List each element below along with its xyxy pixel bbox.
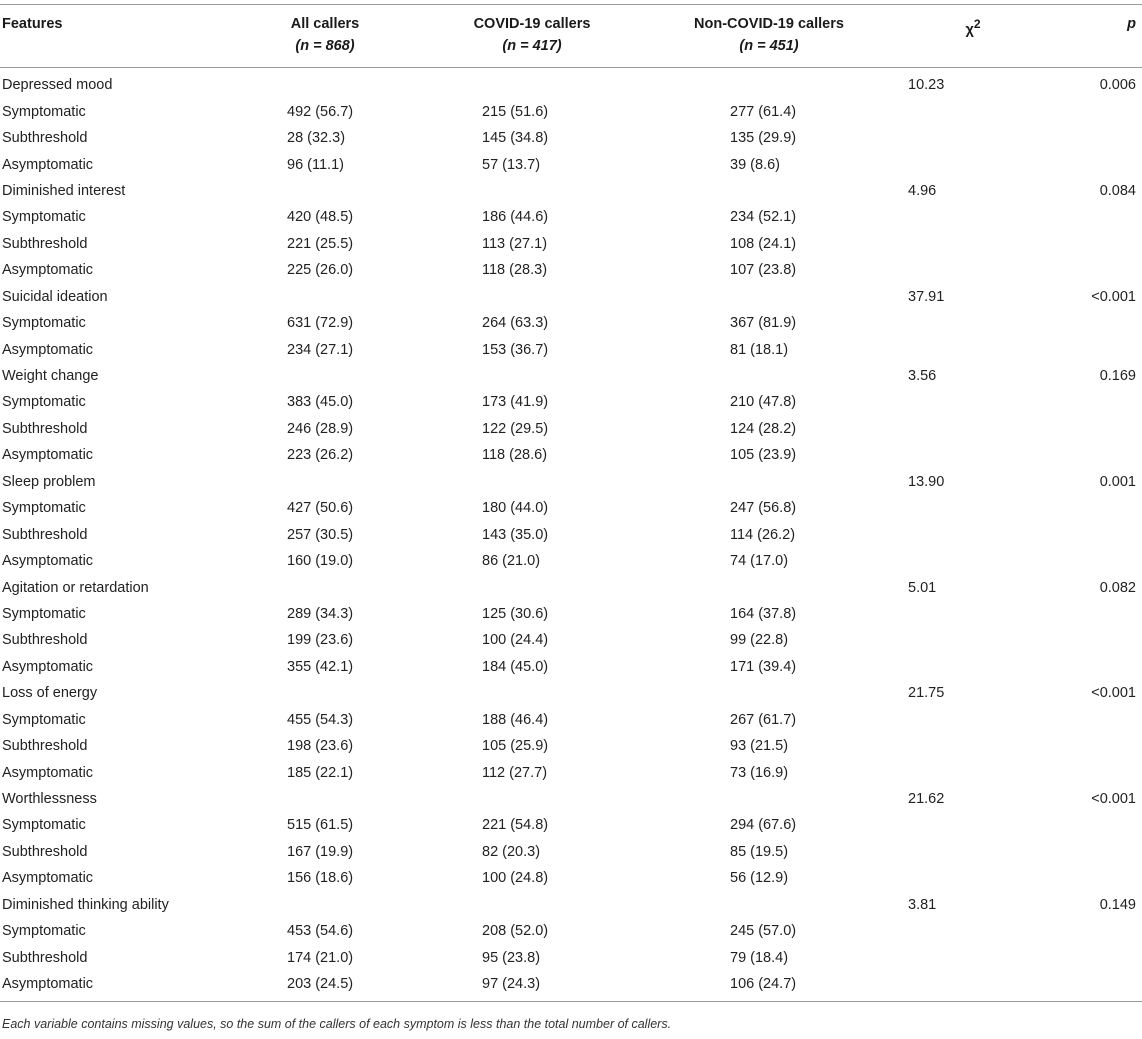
table-row	[0, 336, 1142, 362]
row-chi-square-cell	[888, 257, 1058, 283]
row-all-callers-cell: 198 (23.6)	[287, 738, 354, 755]
row-feature-cell: Subthreshold	[2, 843, 88, 860]
row-noncovid-callers-cell: 234 (52.1)	[730, 209, 797, 226]
table-row	[0, 680, 1142, 706]
header-all-callers	[236, 5, 414, 68]
row-chi-square-cell	[888, 548, 1058, 574]
row-feature-cell: Weight change	[2, 368, 99, 385]
row-covid-callers-cell	[414, 680, 650, 706]
row-chi-square-cell	[888, 944, 1058, 970]
row-all-callers-cell: 221 (25.5)	[287, 235, 354, 252]
row-all-callers-cell: 160 (19.0)	[287, 553, 354, 570]
row-covid-callers-cell: 186 (44.6)	[482, 209, 549, 226]
row-feature-cell: Subthreshold	[2, 130, 88, 147]
row-covid-callers-cell	[414, 892, 650, 918]
row-chi-square-cell	[888, 971, 1058, 1002]
table-row	[0, 759, 1142, 785]
row-chi-square-cell: 13.90	[908, 473, 945, 490]
table-row	[0, 601, 1142, 627]
row-all-callers-cell	[236, 574, 414, 600]
row-p-value-cell	[1058, 257, 1142, 283]
row-chi-square-cell	[888, 495, 1058, 521]
row-p-value-cell	[1058, 125, 1142, 151]
table-row	[0, 68, 1142, 99]
row-noncovid-callers-cell	[650, 680, 888, 706]
row-all-callers-cell: 174 (21.0)	[287, 949, 354, 966]
row-feature-cell: Subthreshold	[2, 420, 88, 437]
table-row	[0, 442, 1142, 468]
row-feature-cell: Subthreshold	[2, 235, 88, 252]
row-covid-callers-cell: 118 (28.3)	[482, 262, 548, 279]
row-noncovid-callers-cell	[650, 68, 888, 99]
row-chi-square-cell	[888, 759, 1058, 785]
row-chi-square-cell	[888, 151, 1058, 177]
row-noncovid-callers-cell: 294 (67.6)	[730, 817, 797, 834]
row-p-value-cell	[1058, 812, 1142, 838]
row-p-value-cell	[1058, 707, 1142, 733]
row-feature-cell: Sleep problem	[2, 473, 96, 490]
row-noncovid-callers-cell: 56 (12.9)	[730, 870, 789, 887]
row-covid-callers-cell: 143 (35.0)	[482, 526, 549, 543]
row-noncovid-callers-cell	[650, 469, 888, 495]
row-chi-square-cell	[888, 125, 1058, 151]
row-p-value-cell	[1058, 839, 1142, 865]
row-feature-cell: Symptomatic	[2, 209, 86, 226]
row-covid-callers-cell: 264 (63.3)	[482, 315, 549, 332]
row-covid-callers-cell: 100 (24.4)	[482, 632, 549, 649]
row-covid-callers-cell	[414, 469, 650, 495]
row-feature-cell: Asymptomatic	[2, 553, 94, 570]
row-chi-square-cell	[888, 865, 1058, 891]
row-p-value-cell	[1058, 918, 1142, 944]
header-noncovid-n: (n = 451)	[739, 38, 799, 54]
row-p-value-cell: <0.001	[1091, 685, 1136, 702]
table-row	[0, 363, 1142, 389]
row-all-callers-cell: 167 (19.9)	[287, 843, 354, 860]
row-all-callers-cell: 453 (54.6)	[287, 923, 354, 940]
row-p-value-cell	[1058, 336, 1142, 362]
row-covid-callers-cell	[414, 363, 650, 389]
row-noncovid-callers-cell: 99 (22.8)	[730, 632, 789, 649]
table-row	[0, 627, 1142, 653]
row-chi-square-cell: 3.56	[908, 368, 937, 385]
row-chi-square-cell	[888, 389, 1058, 415]
row-covid-callers-cell	[414, 574, 650, 600]
row-feature-cell: Loss of energy	[2, 685, 98, 702]
row-covid-callers-cell: 173 (41.9)	[482, 394, 549, 411]
row-p-value-cell	[1058, 971, 1142, 1002]
row-p-value-cell	[1058, 865, 1142, 891]
row-feature-cell: Symptomatic	[2, 394, 86, 411]
row-all-callers-cell: 225 (26.0)	[287, 262, 354, 279]
row-noncovid-callers-cell: 114 (26.2)	[730, 526, 796, 543]
row-noncovid-callers-cell: 245 (57.0)	[730, 923, 797, 940]
row-noncovid-callers-cell: 108 (24.1)	[730, 235, 797, 252]
row-feature-cell: Agitation or retardation	[2, 579, 149, 596]
row-chi-square-cell	[888, 416, 1058, 442]
row-noncovid-callers-cell: 267 (61.7)	[730, 711, 797, 728]
row-all-callers-cell: 96 (11.1)	[287, 156, 344, 173]
row-feature-cell: Suicidal ideation	[2, 288, 108, 305]
row-chi-square-cell	[888, 204, 1058, 230]
row-chi-square-cell	[888, 601, 1058, 627]
row-noncovid-callers-cell	[650, 786, 888, 812]
row-feature-cell: Asymptomatic	[0, 971, 236, 1002]
row-covid-callers-cell	[414, 68, 650, 99]
row-all-callers-cell: 246 (28.9)	[287, 420, 354, 437]
table-row	[0, 574, 1142, 600]
row-p-value-cell	[1058, 733, 1142, 759]
row-chi-square-cell	[888, 521, 1058, 547]
table-row	[0, 151, 1142, 177]
table-row	[0, 654, 1142, 680]
header-p-value: p	[1127, 16, 1136, 32]
row-chi-square-cell	[888, 812, 1058, 838]
row-chi-square-cell: 10.23	[908, 77, 945, 94]
row-all-callers-cell: 223 (26.2)	[287, 447, 354, 464]
row-p-value-cell	[1058, 416, 1142, 442]
row-covid-callers-cell: 86 (21.0)	[482, 553, 541, 570]
row-p-value-cell: 0.001	[1099, 473, 1136, 490]
row-p-value-cell	[1058, 548, 1142, 574]
table-row	[0, 971, 1142, 1002]
row-covid-callers-cell	[414, 284, 650, 310]
row-p-value-cell: 0.149	[1099, 896, 1136, 913]
row-all-callers-cell: 355 (42.1)	[287, 658, 354, 675]
row-p-value-cell: 0.084	[1099, 182, 1136, 199]
table-row	[0, 892, 1142, 918]
row-p-value-cell	[1058, 944, 1142, 970]
row-feature-cell: Symptomatic	[2, 315, 86, 332]
row-all-callers-cell: 203 (24.5)	[236, 971, 414, 1002]
row-noncovid-callers-cell	[650, 284, 888, 310]
row-feature-cell: Asymptomatic	[2, 870, 94, 887]
table-row	[0, 865, 1142, 891]
table-row	[0, 389, 1142, 415]
row-noncovid-callers-cell: 107 (23.8)	[730, 262, 797, 279]
row-p-value-cell	[1058, 389, 1142, 415]
row-noncovid-callers-cell	[650, 178, 888, 204]
row-chi-square-cell	[888, 627, 1058, 653]
row-chi-square-cell	[888, 733, 1058, 759]
row-all-callers-cell: 257 (30.5)	[287, 526, 354, 543]
row-noncovid-callers-cell	[650, 574, 888, 600]
row-all-callers-cell: 420 (48.5)	[287, 209, 354, 226]
row-p-value-cell	[1058, 98, 1142, 124]
table-row	[0, 231, 1142, 257]
symptom-comparison-table	[0, 4, 1142, 1002]
row-all-callers-cell: 185 (22.1)	[287, 764, 354, 781]
row-chi-square-cell: 4.96	[908, 182, 937, 199]
row-chi-square-cell	[888, 918, 1058, 944]
row-all-callers-cell	[236, 363, 414, 389]
row-covid-callers-cell: 153 (36.7)	[482, 341, 549, 358]
row-all-callers-cell: 427 (50.6)	[287, 500, 354, 517]
header-covid-label: COVID-19 callers	[473, 16, 591, 32]
row-covid-callers-cell: 215 (51.6)	[482, 103, 549, 120]
row-noncovid-callers-cell: 74 (17.0)	[730, 553, 789, 570]
row-chi-square-cell: 5.01	[908, 579, 937, 596]
row-covid-callers-cell: 188 (46.4)	[482, 711, 549, 728]
header-chi-square	[888, 5, 1058, 68]
header-all-label: All callers	[290, 16, 360, 32]
row-chi-square-cell	[888, 707, 1058, 733]
row-p-value-cell: 0.169	[1099, 368, 1136, 385]
row-covid-callers-cell: 125 (30.6)	[482, 605, 549, 622]
row-p-value-cell	[1058, 654, 1142, 680]
row-p-value-cell: 0.006	[1099, 77, 1136, 94]
header-noncovid-label: Non-COVID-19 callers	[694, 16, 844, 32]
row-noncovid-callers-cell: 106 (24.7)	[650, 971, 888, 1002]
row-noncovid-callers-cell: 210 (47.8)	[730, 394, 797, 411]
row-noncovid-callers-cell: 367 (81.9)	[730, 315, 797, 332]
row-covid-callers-cell: 95 (23.8)	[482, 949, 541, 966]
row-noncovid-callers-cell: 164 (37.8)	[730, 605, 797, 622]
row-noncovid-callers-cell: 277 (61.4)	[730, 103, 797, 120]
row-chi-square-cell: 21.75	[908, 685, 945, 702]
row-covid-callers-cell: 57 (13.7)	[482, 156, 541, 173]
header-chi-sup: 2	[973, 17, 981, 31]
row-feature-cell: Worthlessness	[2, 791, 97, 808]
row-noncovid-callers-cell: 85 (19.5)	[730, 843, 789, 860]
row-feature-cell: Asymptomatic	[2, 658, 94, 675]
table-row	[0, 707, 1142, 733]
row-noncovid-callers-cell: 39 (8.6)	[730, 156, 780, 173]
row-covid-callers-cell: 145 (34.8)	[482, 130, 549, 147]
table-row	[0, 178, 1142, 204]
row-chi-square-cell	[888, 442, 1058, 468]
row-noncovid-callers-cell: 135 (29.9)	[730, 130, 797, 147]
row-feature-cell: Subthreshold	[2, 526, 88, 543]
row-all-callers-cell: 383 (45.0)	[287, 394, 354, 411]
row-feature-cell: Asymptomatic	[2, 447, 94, 464]
table-row	[0, 125, 1142, 151]
row-all-callers-cell: 234 (27.1)	[287, 341, 354, 358]
row-feature-cell: Subthreshold	[2, 738, 88, 755]
row-feature-cell: Depressed mood	[2, 77, 113, 94]
row-covid-callers-cell: 112 (27.7)	[482, 764, 548, 781]
row-noncovid-callers-cell: 79 (18.4)	[730, 949, 789, 966]
row-all-callers-cell	[236, 680, 414, 706]
row-noncovid-callers-cell: 81 (18.1)	[730, 341, 789, 358]
table-row	[0, 310, 1142, 336]
row-feature-cell: Subthreshold	[2, 949, 88, 966]
table-row	[0, 257, 1142, 283]
row-all-callers-cell	[236, 284, 414, 310]
row-noncovid-callers-cell: 93 (21.5)	[730, 738, 789, 755]
row-feature-cell: Symptomatic	[2, 500, 86, 517]
row-noncovid-callers-cell: 73 (16.9)	[730, 764, 789, 781]
table-body	[0, 68, 1142, 1002]
row-noncovid-callers-cell: 105 (23.9)	[730, 447, 797, 464]
row-all-callers-cell	[236, 178, 414, 204]
row-chi-square-cell	[888, 654, 1058, 680]
row-p-value-cell	[1058, 442, 1142, 468]
row-feature-cell: Asymptomatic	[2, 764, 94, 781]
table-row	[0, 469, 1142, 495]
row-covid-callers-cell	[414, 786, 650, 812]
row-chi-square-cell	[888, 310, 1058, 336]
header-row	[0, 5, 1142, 68]
table-row	[0, 918, 1142, 944]
row-all-callers-cell	[236, 68, 414, 99]
row-all-callers-cell: 515 (61.5)	[287, 817, 354, 834]
row-p-value-cell	[1058, 204, 1142, 230]
row-chi-square-cell	[888, 839, 1058, 865]
row-all-callers-cell: 289 (34.3)	[287, 605, 354, 622]
row-chi-square-cell: 21.62	[908, 791, 945, 808]
row-covid-callers-cell: 184 (45.0)	[482, 658, 549, 675]
row-all-callers-cell: 631 (72.9)	[287, 315, 354, 332]
row-all-callers-cell: 28 (32.3)	[287, 130, 346, 147]
table-row	[0, 495, 1142, 521]
row-covid-callers-cell: 208 (52.0)	[482, 923, 549, 940]
row-noncovid-callers-cell	[650, 892, 888, 918]
row-p-value-cell: <0.001	[1091, 791, 1136, 808]
row-chi-square-cell: 3.81	[908, 896, 937, 913]
row-feature-cell: Asymptomatic	[2, 156, 94, 173]
row-feature-cell: Symptomatic	[2, 711, 86, 728]
table-row	[0, 786, 1142, 812]
row-all-callers-cell	[236, 892, 414, 918]
row-feature-cell: Asymptomatic	[2, 262, 94, 279]
row-chi-square-cell	[888, 231, 1058, 257]
row-p-value-cell	[1058, 601, 1142, 627]
header-noncovid-callers	[650, 5, 888, 68]
row-covid-callers-cell: 221 (54.8)	[482, 817, 549, 834]
row-feature-cell: Diminished thinking ability	[2, 896, 169, 913]
row-feature-cell: Symptomatic	[2, 923, 86, 940]
header-chi-symbol: χ	[965, 21, 974, 38]
row-feature-cell: Subthreshold	[2, 632, 88, 649]
row-covid-callers-cell: 82 (20.3)	[482, 843, 541, 860]
row-covid-callers-cell: 97 (24.3)	[414, 971, 650, 1002]
row-p-value-cell	[1058, 231, 1142, 257]
row-noncovid-callers-cell: 247 (56.8)	[730, 500, 797, 517]
row-covid-callers-cell	[414, 178, 650, 204]
row-p-value-cell	[1058, 151, 1142, 177]
table-row	[0, 416, 1142, 442]
row-covid-callers-cell: 118 (28.6)	[482, 447, 548, 464]
row-p-value-cell	[1058, 521, 1142, 547]
table-row	[0, 98, 1142, 124]
row-feature-cell: Symptomatic	[2, 103, 86, 120]
row-p-value-cell	[1058, 759, 1142, 785]
row-feature-cell: Symptomatic	[2, 605, 86, 622]
row-all-callers-cell: 455 (54.3)	[287, 711, 354, 728]
row-feature-cell: Diminished interest	[2, 182, 126, 199]
table-row	[0, 839, 1142, 865]
row-covid-callers-cell: 105 (25.9)	[482, 738, 549, 755]
row-noncovid-callers-cell: 124 (28.2)	[730, 420, 797, 437]
table-row	[0, 733, 1142, 759]
row-chi-square-cell	[888, 336, 1058, 362]
row-covid-callers-cell: 180 (44.0)	[482, 500, 549, 517]
row-p-value-cell	[1058, 627, 1142, 653]
row-covid-callers-cell: 122 (29.5)	[482, 420, 549, 437]
row-p-value-cell: 0.082	[1099, 579, 1136, 596]
row-chi-square-cell: 37.91	[908, 288, 945, 305]
header-all-n: (n = 868)	[295, 38, 355, 54]
table-row	[0, 204, 1142, 230]
table-row	[0, 944, 1142, 970]
table-row	[0, 812, 1142, 838]
row-all-callers-cell: 156 (18.6)	[287, 870, 354, 887]
table-row	[0, 521, 1142, 547]
row-all-callers-cell	[236, 786, 414, 812]
header-covid-n: (n = 417)	[502, 38, 562, 54]
row-p-value-cell: <0.001	[1091, 288, 1136, 305]
table-row	[0, 284, 1142, 310]
row-covid-callers-cell: 100 (24.8)	[482, 870, 549, 887]
header-features: Features	[2, 16, 63, 32]
header-covid-callers	[414, 5, 650, 68]
row-covid-callers-cell: 113 (27.1)	[482, 235, 548, 252]
row-noncovid-callers-cell	[650, 363, 888, 389]
row-feature-cell: Asymptomatic	[2, 341, 94, 358]
row-feature-cell: Symptomatic	[2, 817, 86, 834]
row-all-callers-cell: 199 (23.6)	[287, 632, 354, 649]
row-chi-square-cell	[888, 98, 1058, 124]
row-all-callers-cell: 492 (56.7)	[287, 103, 354, 120]
row-p-value-cell	[1058, 495, 1142, 521]
row-noncovid-callers-cell: 171 (39.4)	[730, 658, 797, 675]
table-row	[0, 548, 1142, 574]
row-p-value-cell	[1058, 310, 1142, 336]
row-all-callers-cell	[236, 469, 414, 495]
table-footnote: Each variable contains missing values, so the sum of the callers of each symptom is less than the total number of callers.	[2, 1017, 672, 1031]
